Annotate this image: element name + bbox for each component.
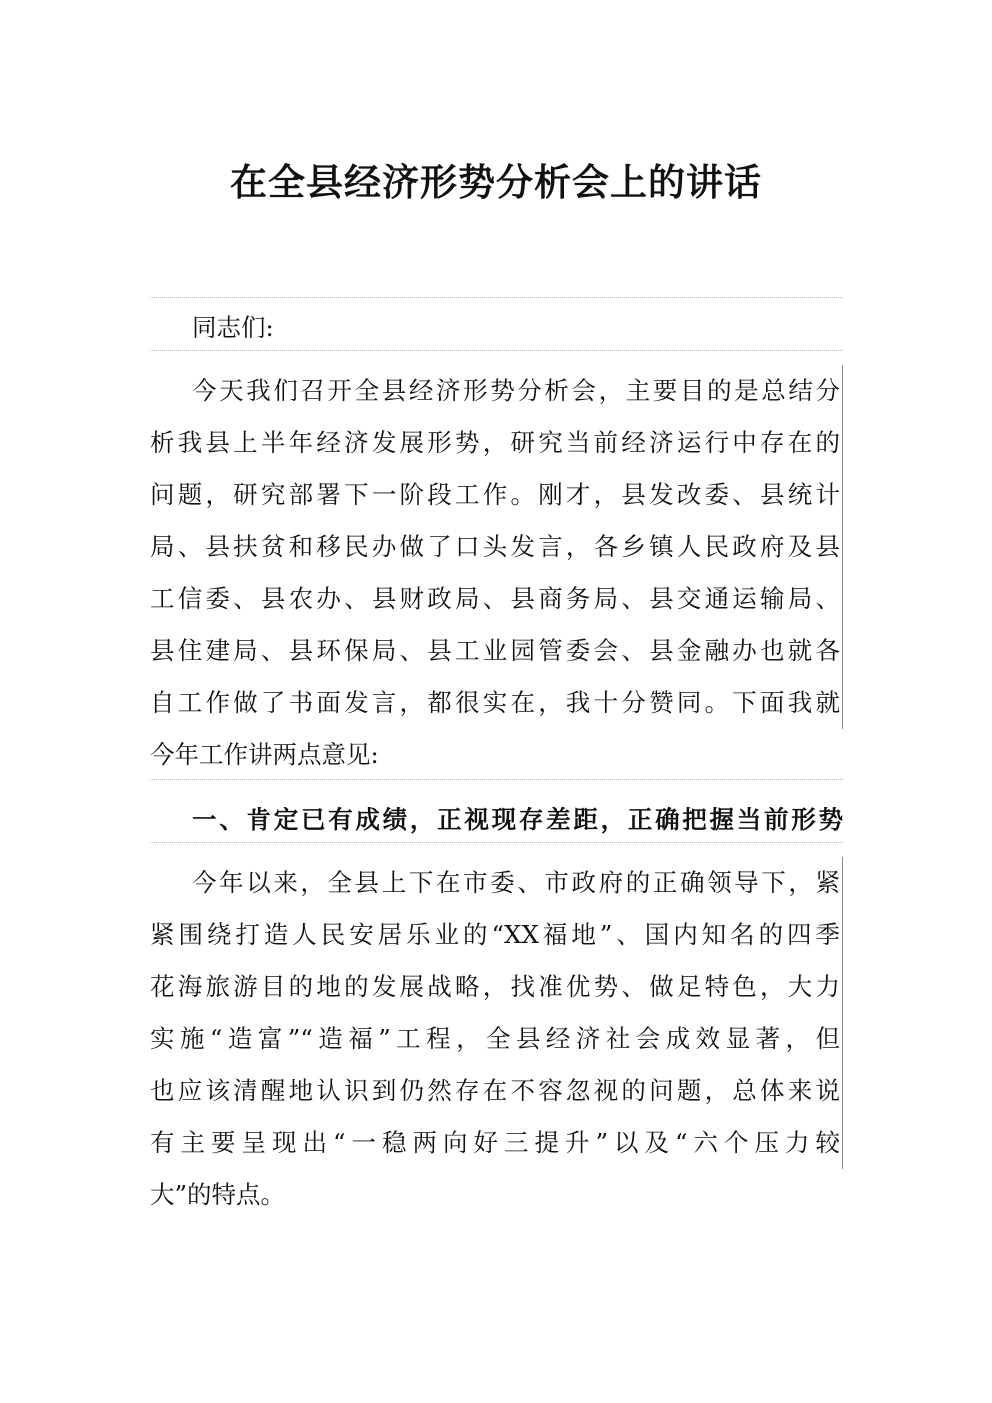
- paragraph-line: 今年以来，全县上下在市委、市政府的正确领导下，紧: [150, 857, 843, 909]
- document-title: 在全县经济形势分析会上的讲话: [230, 160, 762, 204]
- paragraph-line: 有主要呈现出“一稳两向好三提升”以及“六个压力较: [150, 1117, 843, 1169]
- paragraph-line: 问题，研究部署下一阶段工作。刚才，县发改委、县统计: [150, 469, 843, 521]
- salutation: 同志们:: [192, 313, 274, 342]
- paragraph-line: 自工作做了书面发言，都很实在，我十分赞同。下面我就: [150, 677, 843, 729]
- divider: [150, 297, 843, 298]
- paragraph-line: 紧围绕打造人民安居乐业的“XX福地”、国内知名的四季: [150, 909, 843, 961]
- paragraph-line: 今年工作讲两点意见:: [150, 740, 379, 769]
- paragraph-line: 花海旅游目的地的发展战略，找准优势、做足特色，大力: [150, 961, 843, 1013]
- paragraph-line: 实施“造富”“造福”工程，全县经济社会成效显著，但: [150, 1013, 843, 1065]
- section-heading: 一、肯定已有成绩，正视现存差距，正确把握当前形势: [192, 805, 843, 834]
- divider: [150, 779, 843, 780]
- paragraph-line: 也应该清醒地认识到仍然存在不容忽视的问题，总体来说: [150, 1065, 843, 1117]
- paragraph-line: 大”的特点。: [150, 1180, 286, 1209]
- paragraph-line: 析我县上半年经济发展形势，研究当前经济运行中存在的: [150, 417, 843, 469]
- divider: [150, 842, 843, 843]
- paragraph-line: 局、县扶贫和移民办做了口头发言，各乡镇人民政府及县: [150, 521, 843, 573]
- divider: [150, 350, 843, 351]
- paragraph-line: 工信委、县农办、县财政局、县商务局、县交通运输局、: [150, 573, 843, 625]
- paragraph-line: 今天我们召开全县经济形势分析会，主要目的是总结分: [150, 365, 843, 417]
- paragraph-line: 县住建局、县环保局、县工业园管委会、县金融办也就各: [150, 625, 843, 677]
